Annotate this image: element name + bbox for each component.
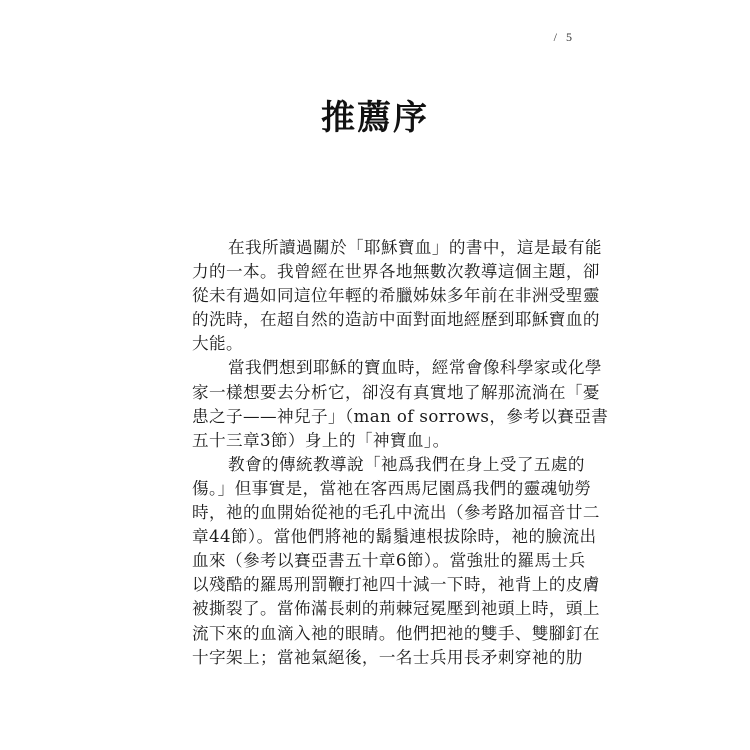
text-line: 五十三章3節）身上的「神寶血」。 — [192, 430, 450, 450]
text-line: 被撕裂了。當佈滿長刺的荊棘冠冕壓到祂頭上時，頭上 — [192, 599, 600, 619]
text-line: 流下來的血滴入祂的眼睛。他們把祂的雙手、雙腳釘在 — [192, 623, 600, 643]
page-title: 推薦序 — [321, 98, 429, 138]
text-line: 力的一本。我曾經在世界各地無數次教導這個主題，卻 — [192, 262, 600, 282]
body-text — [192, 236, 609, 670]
text-line: 教會的傳統教導說「祂爲我們在身上受了五處的 — [228, 454, 585, 474]
text-line: 十字架上；當祂氣絕後，一名士兵用長矛刺穿祂的肋 — [192, 647, 583, 667]
text-line: 傷。」但事實是，當祂在客西馬尼園爲我們的靈魂劬勞 — [192, 478, 592, 498]
text-line: 當我們想到耶穌的寶血時，經常會像科學家或化學 — [228, 358, 602, 378]
text-line: 血來（參考以賽亞書五十章6節）。當強壯的羅馬士兵 — [192, 551, 586, 571]
text-line: 章44節）。當他們將祂的鬍鬚連根拔除時，祂的臉流出 — [192, 527, 597, 547]
page-header — [554, 30, 572, 45]
page-separator: / — [553, 30, 557, 44]
page-number: 5 — [566, 30, 572, 44]
text-line: 以殘酷的羅馬刑罰鞭打祂四十減一下時，祂背上的皮膚 — [192, 575, 600, 595]
text-line: 從未有過如同這位年輕的希臘姊妹多年前在非洲受聖靈 — [192, 286, 600, 306]
text-line: 大能。 — [192, 334, 243, 354]
text-line: 時，祂的血開始從祂的毛孔中流出（參考路加福音廿二 — [192, 503, 600, 523]
text-line: 的洗時，在超自然的造訪中面對面地經歷到耶穌寶血的 — [192, 310, 600, 330]
text-line: 患之子——神兒子」（man of sorrows，參考以賽亞書 — [192, 406, 609, 426]
text-line: 家一樣想要去分析它，卻沒有真實地了解那流淌在「憂 — [192, 382, 600, 402]
text-line: 在我所讀過關於「耶穌寶血」的書中，這是最有能 — [228, 238, 602, 257]
